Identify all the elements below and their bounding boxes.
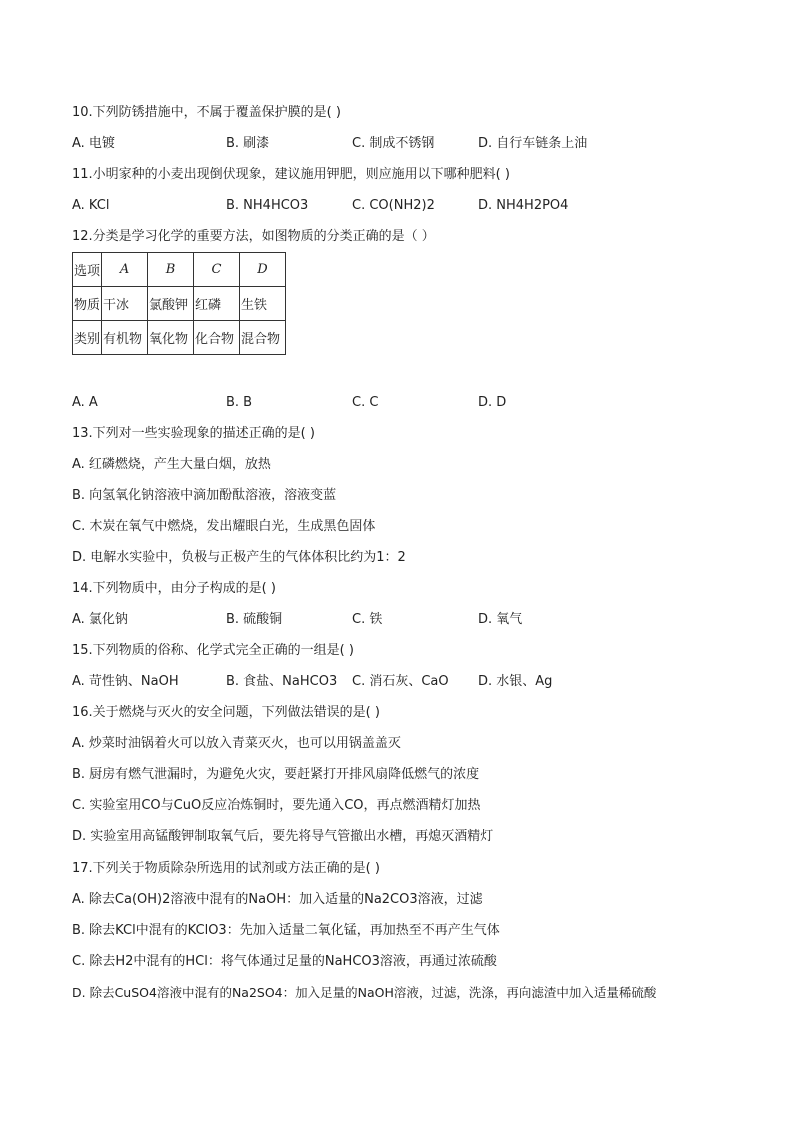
q17-option-d: D. 除去CuSO4溶液中混有的Na2SO4：加入足量的NaOH溶液，过滤，洗涤，再向滤渣中加入适量稀硫酸 xyxy=(72,985,657,1000)
q11-option-a: A. KCl xyxy=(72,198,110,213)
q15-option-d: D. 水银、Ag xyxy=(478,674,553,689)
q10-option-b: B. 刷漆 xyxy=(226,136,270,151)
substance-b: 氯酸钾 xyxy=(148,287,194,321)
q17-option-b: B. 除去KCl中混有的KClO3：先加入适量二氧化锰，再加热至不再产生气体 xyxy=(72,923,500,938)
question-17-stem: 17.下列关于物质除杂所选用的试剂或方法正确的是( ) xyxy=(72,861,380,876)
q10-option-d: D. 自行车链条上油 xyxy=(478,136,588,151)
q14-option-b: B. 硫酸铜 xyxy=(226,612,283,627)
q10-option-c: C. 制成不锈钢 xyxy=(352,136,435,151)
category-a: 有机物 xyxy=(102,321,148,355)
category-c: 化合物 xyxy=(194,321,240,355)
q16-option-c: C. 实验室用CO与CuO反应冶炼铜时，要先通入CO，再点燃酒精灯加热 xyxy=(72,798,481,813)
question-14-stem: 14.下列物质中，由分子构成的是( ) xyxy=(72,581,276,596)
q11-option-d: D. NH4H2PO4 xyxy=(478,198,569,213)
q13-option-c: C. 木炭在氧气中燃烧，发出耀眼白光，生成黑色固体 xyxy=(72,519,376,534)
q14-option-d: D. 氧气 xyxy=(478,612,523,627)
header-d: D xyxy=(240,253,286,287)
q17-option-a: A. 除去Ca(OH)2溶液中混有的NaOH：加入适量的Na2CO3溶液，过滤 xyxy=(72,892,483,907)
table-row xyxy=(73,287,286,321)
q11-option-c: C. CO(NH2)2 xyxy=(352,198,435,213)
q17-option-c: C. 除去H2中混有的HCl：将气体通过足量的NaHCO3溶液，再通过浓硫酸 xyxy=(72,954,497,969)
q15-option-a: A. 苛性钠、NaOH xyxy=(72,674,179,689)
question-12-stem: 12.分类是学习化学的重要方法，如图物质的分类正确的是（ ） xyxy=(72,229,435,244)
row-label-option: 选项 xyxy=(73,253,102,287)
q12-option-b: B. B xyxy=(226,395,253,410)
substance-a: 干冰 xyxy=(102,287,148,321)
q13-option-d: D. 电解水实验中，负极与正极产生的气体体积比约为1：2 xyxy=(72,550,406,565)
q10-option-a: A. 电镀 xyxy=(72,136,115,151)
question-15-stem: 15.下列物质的俗称、化学式完全正确的一组是( ) xyxy=(72,643,354,658)
q13-option-a: A. 红磷燃烧，产生大量白烟，放热 xyxy=(72,457,271,472)
q14-option-c: C. 铁 xyxy=(352,612,383,627)
substance-d: 生铁 xyxy=(240,287,286,321)
q15-option-b: B. 食盐、NaHCO3 xyxy=(226,674,338,689)
table-row xyxy=(73,253,286,287)
row-label-substance: 物质 xyxy=(73,287,102,321)
q15-option-c: C. 消石灰、CaO xyxy=(352,674,449,689)
q12-option-a: A. A xyxy=(72,395,98,410)
q13-option-b: B. 向氢氧化钠溶液中滴加酚酞溶液，溶液变蓝 xyxy=(72,488,337,503)
q11-option-b: B. NH4HCO3 xyxy=(226,198,309,213)
substance-c: 红磷 xyxy=(194,287,240,321)
question-16-stem: 16.关于燃烧与灭火的安全问题，下列做法错误的是( ) xyxy=(72,705,380,720)
header-b: B xyxy=(148,253,194,287)
header-c: C xyxy=(194,253,240,287)
q16-option-d: D. 实验室用高锰酸钾制取氧气后，要先将导气管撤出水槽，再熄灭酒精灯 xyxy=(72,829,494,844)
q12-option-d: D. D xyxy=(478,395,507,410)
question-11-stem: 11.小明家种的小麦出现倒伏现象，建议施用钾肥，则应施用以下哪种肥料( ) xyxy=(72,167,510,182)
question-10-stem: 10.下列防锈措施中，不属于覆盖保护膜的是( ) xyxy=(72,105,341,120)
category-d: 混合物 xyxy=(240,321,286,355)
row-label-category: 类别 xyxy=(73,321,102,355)
header-a: A xyxy=(102,253,148,287)
question-13-stem: 13.下列对一些实验现象的描述正确的是( ) xyxy=(72,426,315,441)
table-row xyxy=(73,321,286,355)
classification-table xyxy=(72,252,286,355)
q12-option-c: C. C xyxy=(352,395,379,410)
category-b: 氧化物 xyxy=(148,321,194,355)
q16-option-a: A. 炒菜时油锅着火可以放入青菜灭火，也可以用锅盖盖灭 xyxy=(72,736,401,751)
q14-option-a: A. 氯化钠 xyxy=(72,612,128,627)
q16-option-b: B. 厨房有燃气泄漏时，为避免火灾，要赶紧打开排风扇降低燃气的浓度 xyxy=(72,767,480,782)
